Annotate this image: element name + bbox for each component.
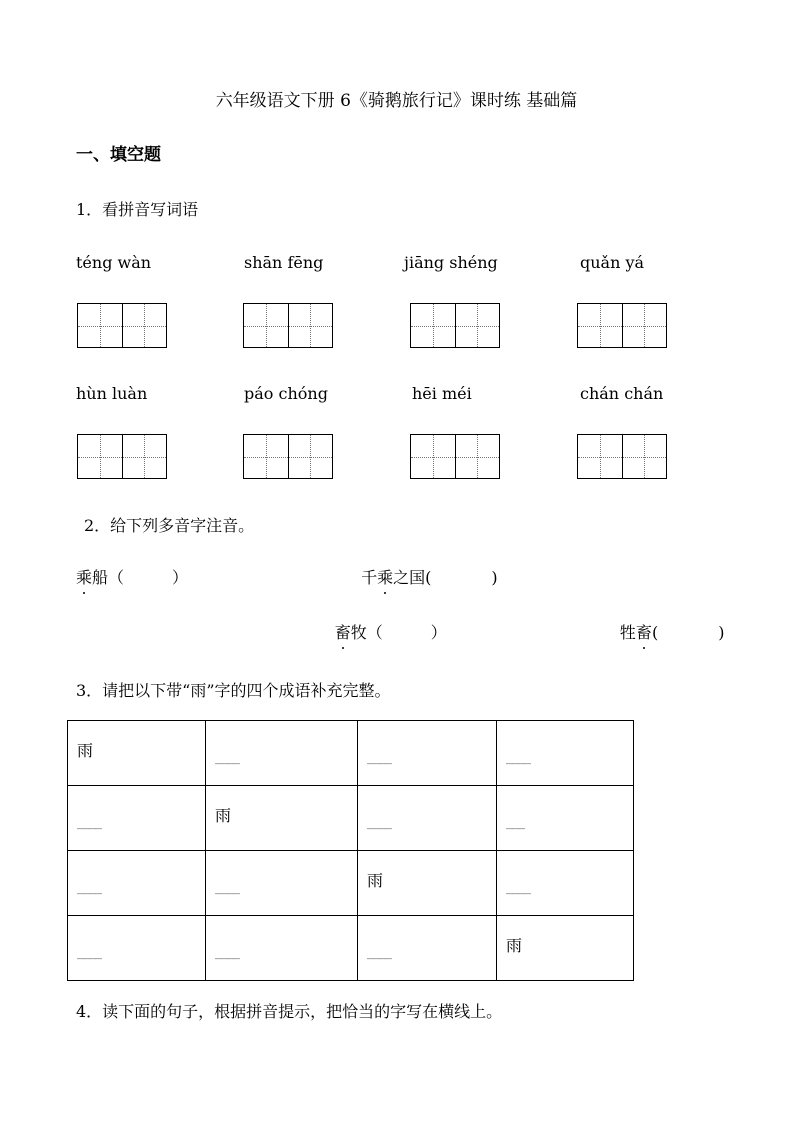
question-3-label: 3．请把以下带“雨”字的四个成语补充完整。 (76, 681, 391, 700)
blank: ____ (77, 814, 101, 830)
pinyin-7: hēi méi (412, 384, 472, 403)
blank: ___ (506, 814, 524, 830)
pinyin-4: quǎn yá (580, 253, 645, 272)
blank: ____ (367, 814, 391, 830)
writing-grid[interactable] (77, 303, 167, 348)
blank: ____ (77, 944, 101, 960)
section-heading: 一、填空题 (76, 145, 161, 165)
blank: ____ (506, 749, 530, 765)
table-row (68, 721, 634, 786)
idiom-char: 雨 (506, 936, 523, 955)
question-1-label: 1．看拼音写词语 (76, 200, 199, 219)
table-row (68, 916, 634, 981)
pinyin-3: jiāng shéng (404, 253, 498, 272)
table-row (68, 786, 634, 851)
pinyin-8: chán chán (580, 384, 664, 403)
writing-grid[interactable] (243, 434, 333, 479)
blank: ____ (215, 944, 239, 960)
pinyin-5: hùn luàn (76, 384, 148, 403)
pinyin-2: shān fēng (244, 253, 324, 272)
writing-grid[interactable] (577, 434, 667, 479)
idiom-char: 雨 (367, 871, 384, 890)
writing-grid[interactable] (410, 434, 500, 479)
idiom-table (67, 720, 634, 981)
question-4-label: 4．读下面的句子，根据拼音提示，把恰当的字写在横线上。 (76, 1002, 503, 1021)
polyphone-item: 乘船（ ） (76, 565, 188, 588)
writing-grid[interactable] (577, 303, 667, 348)
page-title: 六年级语文下册 6《骑鹅旅行记》课时练 基础篇 (215, 91, 578, 111)
question-2-label: 2．给下列多音字注音。 (84, 516, 255, 535)
writing-grid[interactable] (410, 303, 500, 348)
blank: ____ (215, 749, 239, 765)
blank: ____ (215, 879, 239, 895)
pinyin-1: téng wàn (76, 253, 152, 272)
writing-grid[interactable] (243, 303, 333, 348)
pinyin-6: páo chóng (244, 384, 328, 403)
blank: ____ (367, 944, 391, 960)
blank: ____ (77, 879, 101, 895)
blank: ____ (367, 749, 391, 765)
polyphone-item: 千乘之国( ) (361, 565, 498, 588)
table-row (68, 851, 634, 916)
blank: ____ (506, 879, 530, 895)
idiom-char: 雨 (77, 741, 94, 760)
polyphone-item: 畜牧（ ） (335, 620, 447, 643)
polyphone-item: 牲畜( ) (620, 620, 725, 643)
idiom-char: 雨 (215, 806, 232, 825)
writing-grid[interactable] (77, 434, 167, 479)
